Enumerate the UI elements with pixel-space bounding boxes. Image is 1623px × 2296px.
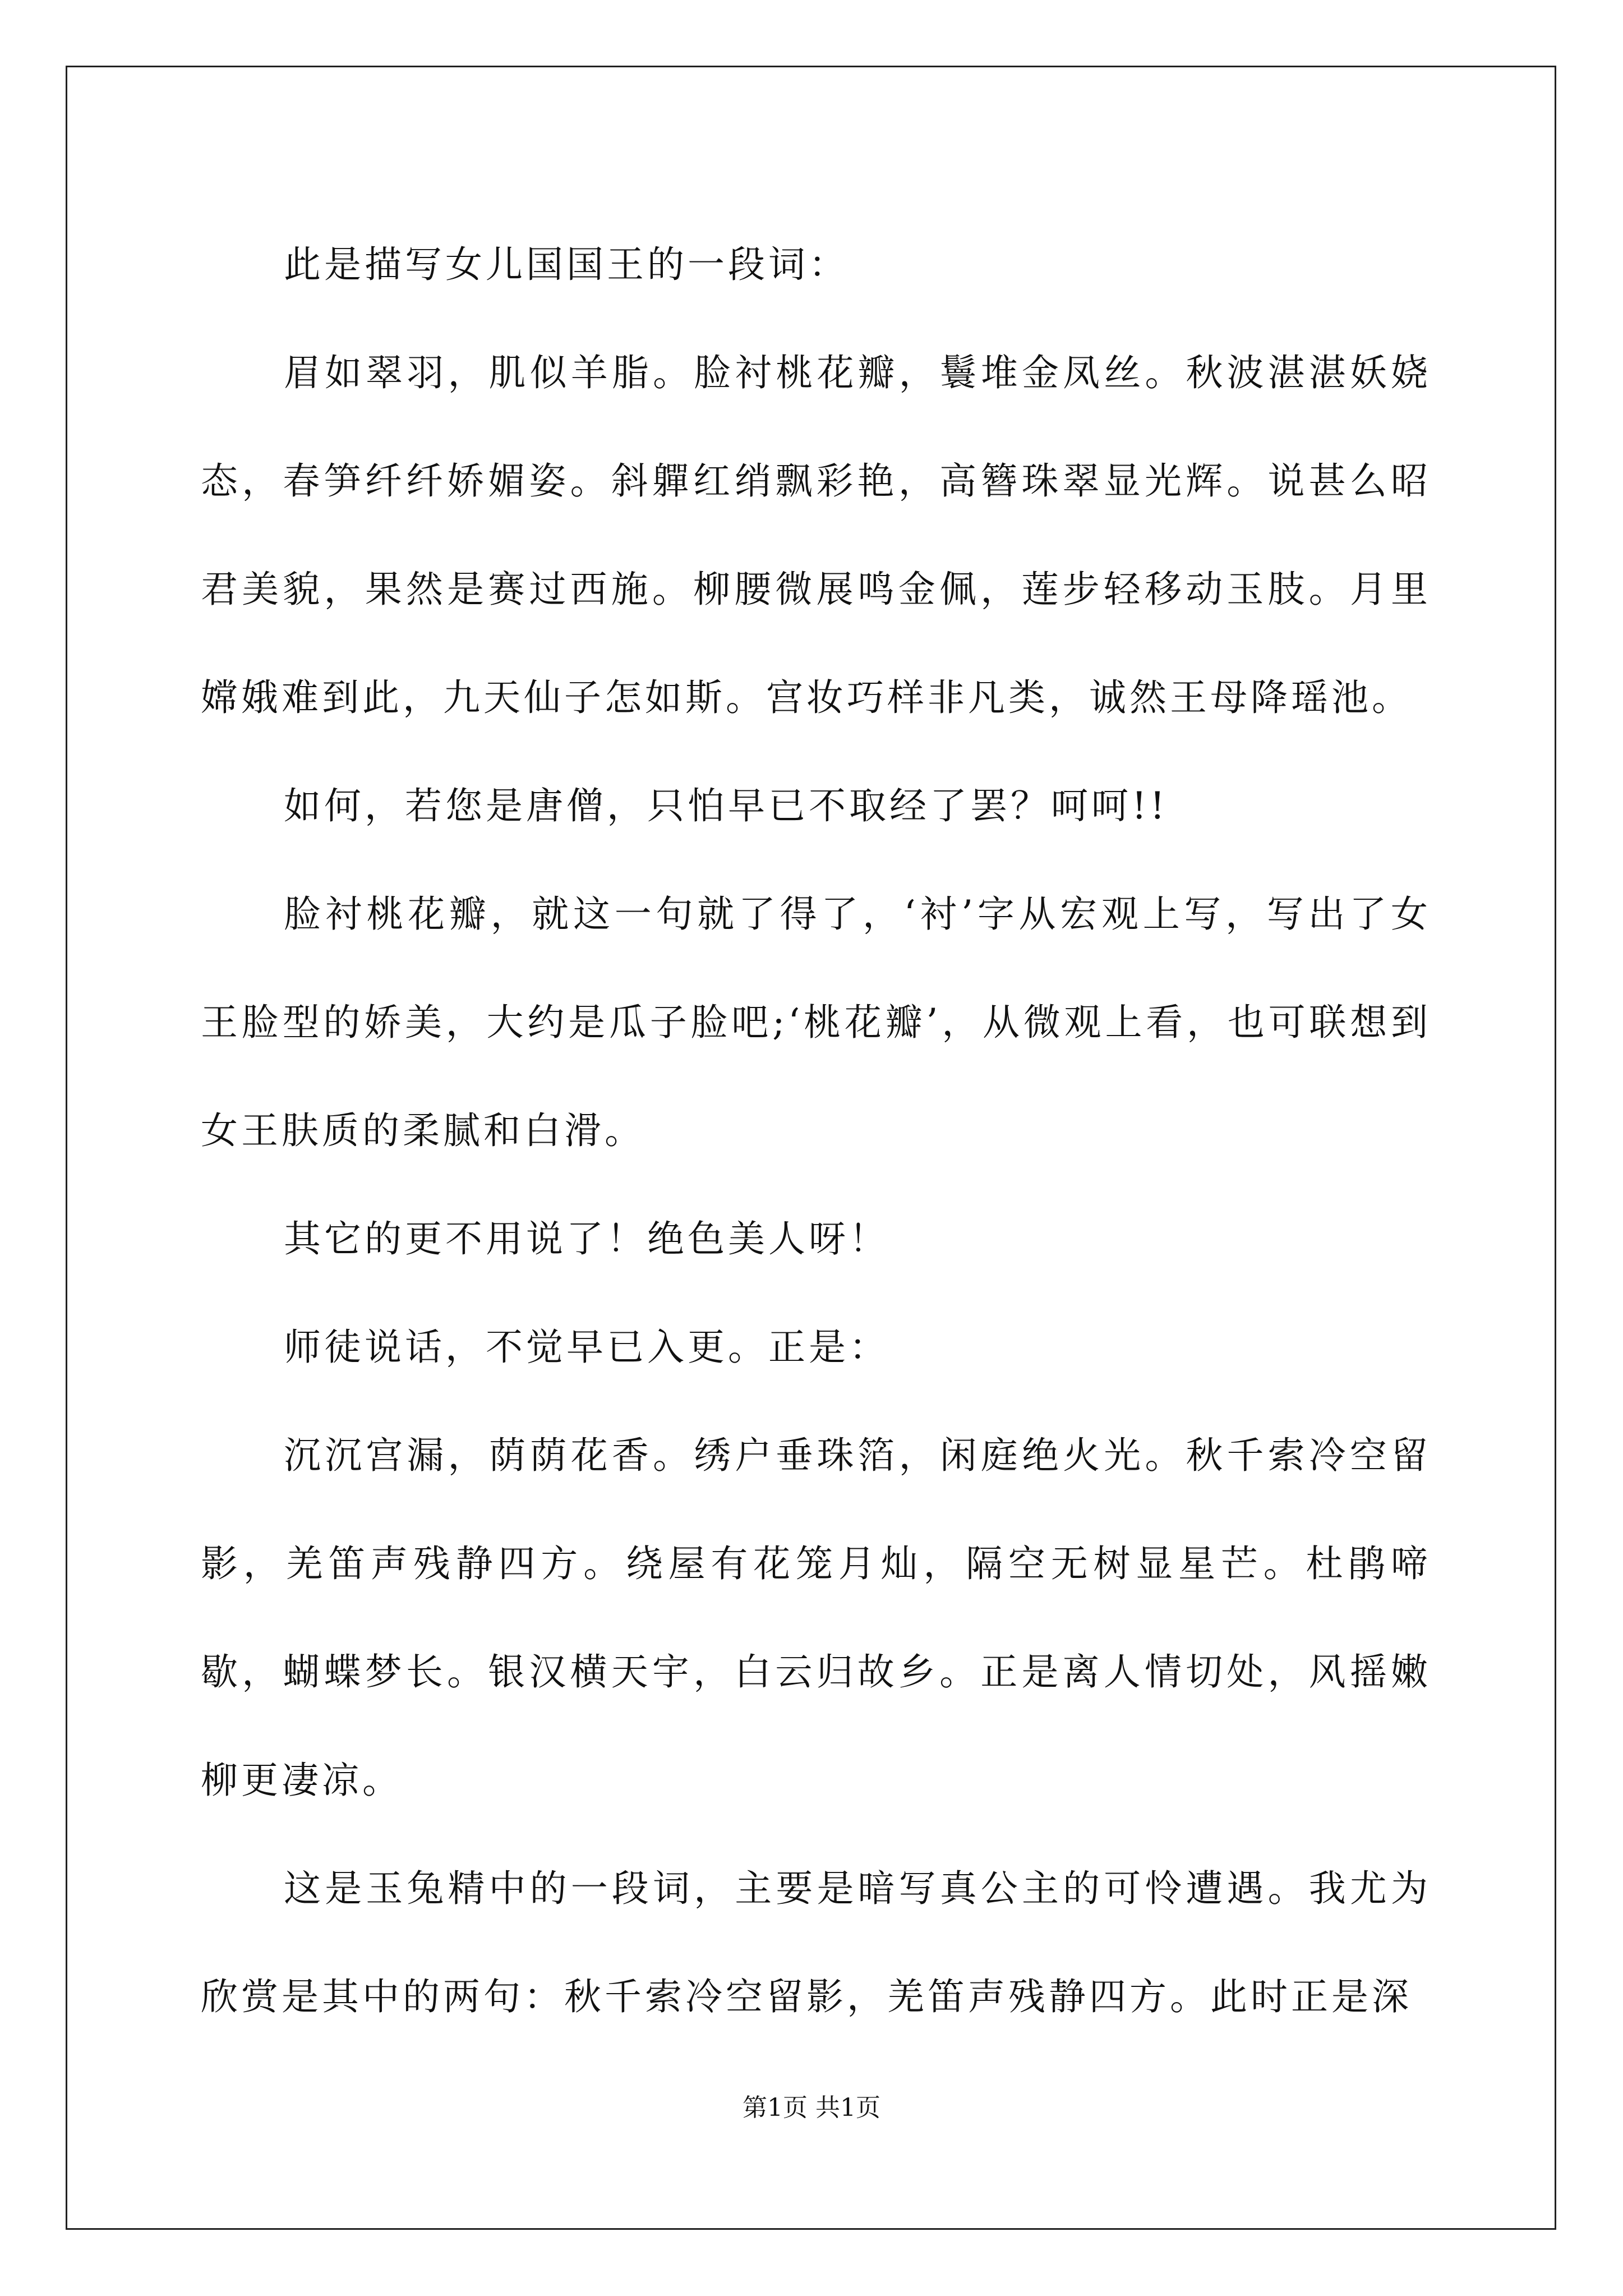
page-number-footer: 第1页 共1页	[743, 2093, 880, 2122]
paragraph-transition: 师徒说话，不觉早已入更。正是：	[284, 1326, 889, 1369]
paragraph-exclaim: 其它的更不用说了！绝色美人呀！	[284, 1217, 889, 1260]
paragraph-intro: 此是描写女儿国国王的一段词：	[284, 243, 849, 286]
paragraph-poem-queen: 眉如翠羽，肌似羊脂。脸衬桃花瓣，鬟堆金凤丝。秋波湛湛妖娆态，春笋纤纤娇媚姿。斜軃红绡飘彩艳，高簪珠翠显光辉。说甚么昭君美貌，果然是赛过西施。柳腰微展鸣金佩，莲步轻移动玉肢。月里嫦娥难到此，九天仙子怎如斯。宫妆巧样非凡类，诚然王母降瑶池。	[201, 351, 1431, 719]
document-body	[201, 210, 1431, 2051]
paragraph-poem-night: 沉沉宫漏，荫荫花香。绣户垂珠箔，闲庭绝火光。秋千索冷空留影，羌笛声残静四方。绕屋有花笼月灿，隔空无树显星芒。杜鹃啼歇，蝴蝶梦长。银汉横天宇，白云归故乡。正是离人情切处，风摇嫩柳更凄凉。	[201, 1434, 1431, 1802]
paragraph-commentary: 这是玉兔精中的一段词，主要是暗写真公主的可怜遭遇。我尤为欣赏是其中的两句：秋千索冷空留影，羌笛声残静四方。此时正是深	[201, 1867, 1431, 2018]
paragraph-question: 如何，若您是唐僧，只怕早已不取经了罢？呵呵!!	[284, 784, 1169, 827]
paragraph-analysis: 脸衬桃花瓣，就这一句就了得了，‘衬’字从宏观上写，写出了女王脸型的娇美，大约是瓜子脸吧;‘桃花瓣’，从微观上看，也可联想到女王肤质的柔腻和白滑。	[201, 892, 1431, 1152]
